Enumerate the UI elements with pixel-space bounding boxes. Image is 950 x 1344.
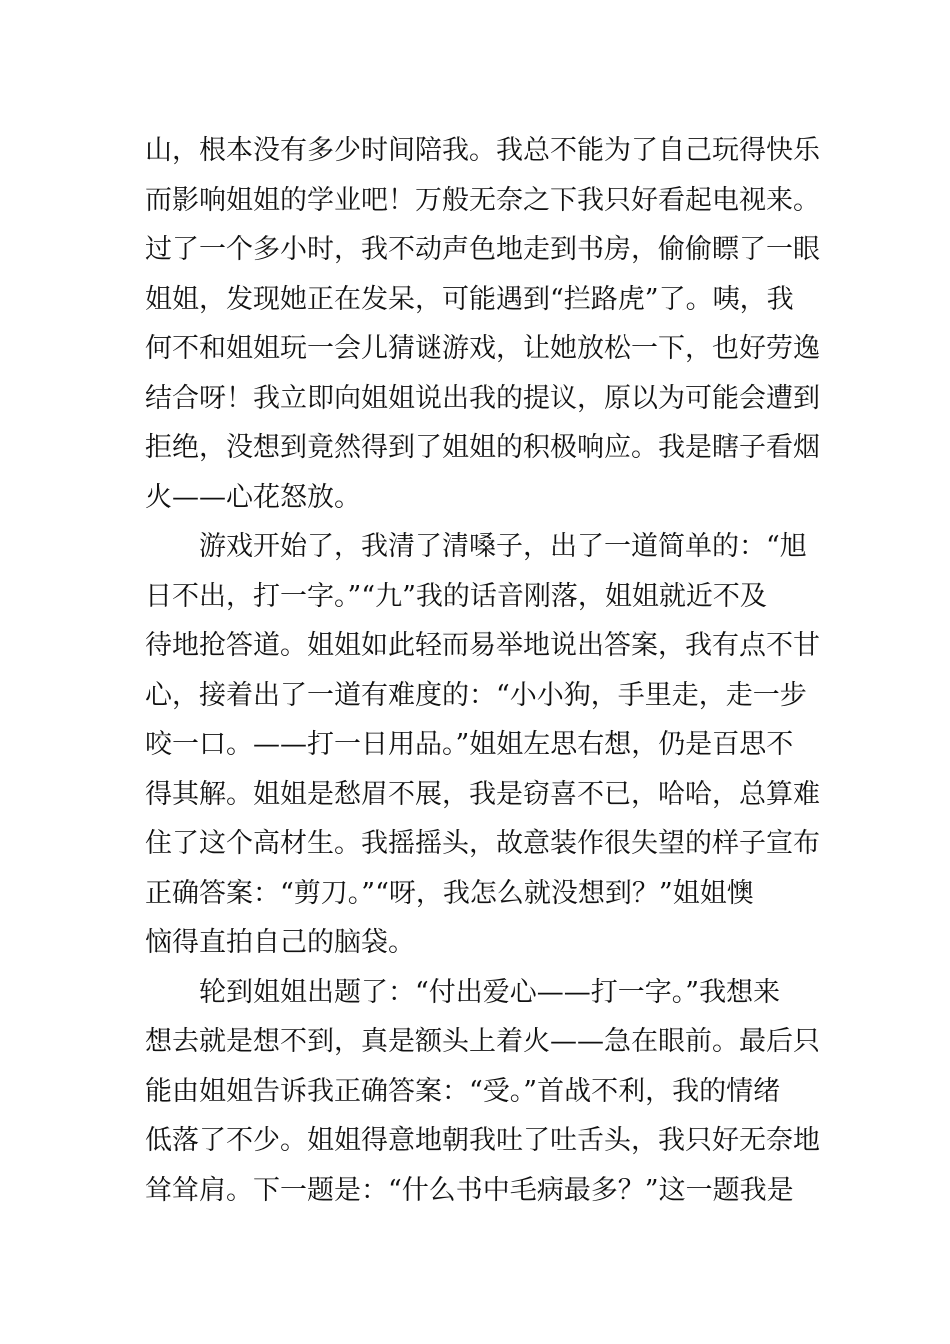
text-line: 拒绝，没想到竟然得到了姐姐的积极响应。我是瞎子看烟 (145, 432, 820, 463)
text-line: 日不出，打一字。”“九”我的话音刚落，姐姐就近不及 (145, 580, 767, 612)
text-line: 山，根本没有多少时间陪我。我总不能为了自己玩得快乐 (145, 135, 820, 166)
text-line: 结合呀！我立即向姐姐说出我的提议，原以为可能会遭到 (145, 382, 820, 414)
text-line: 想去就是想不到，真是额头上着火——急在眼前。最后只 (145, 1026, 820, 1057)
body-text (145, 126, 820, 1215)
text-line: 待地抢答道。姐姐如此轻而易举地说出答案，我有点不甘 (145, 630, 820, 661)
text-line: 低落了不少。姐姐得意地朝我吐了吐舌头，我只好无奈地 (145, 1125, 820, 1156)
text-line: 而影响姐姐的学业吧！万般无奈之下我只好看起电视来。 (145, 184, 820, 216)
text-line: 得其解。姐姐是愁眉不展，我是窃喜不已，哈哈，总算难 (145, 778, 820, 810)
text-line: 耸耸肩。下一题是：“什么书中毛病最多？”这一题我是 (145, 1174, 794, 1206)
text-line: 轮到姐姐出题了：“付出爱心——打一字。”我想来 (145, 976, 781, 1008)
text-line: 过了一个多小时，我不动声色地走到书房，偷偷瞟了一眼 (145, 234, 820, 265)
text-line: 正确答案：“剪刀。”“呀，我怎么就没想到？”姐姐懊 (145, 877, 754, 909)
text-line: 住了这个高材生。我摇摇头，故意装作很失望的样子宣布 (145, 828, 820, 859)
text-line: 火——心花怒放。 (145, 481, 361, 513)
text-line: 游戏开始了，我清了清嗓子，出了一道简单的：“旭 (145, 531, 807, 562)
text-line: 能由姐姐告诉我正确答案：“受。”首战不利，我的情绪 (145, 1075, 781, 1107)
text-line: 恼得直拍自己的脑袋。 (145, 927, 415, 958)
text-line: 心，接着出了一道有难度的：“小小狗，手里走，走一步 (145, 679, 807, 711)
text-line: 姐姐，发现她正在发呆，可能遇到“拦路虎”了。咦，我 (145, 283, 794, 315)
text-line: 何不和姐姐玩一会儿猜谜游戏，让她放松一下，也好劳逸 (145, 333, 820, 364)
text-line: 咬一口。——打一日用品。”姐姐左思右想，仍是百思不 (145, 729, 794, 760)
